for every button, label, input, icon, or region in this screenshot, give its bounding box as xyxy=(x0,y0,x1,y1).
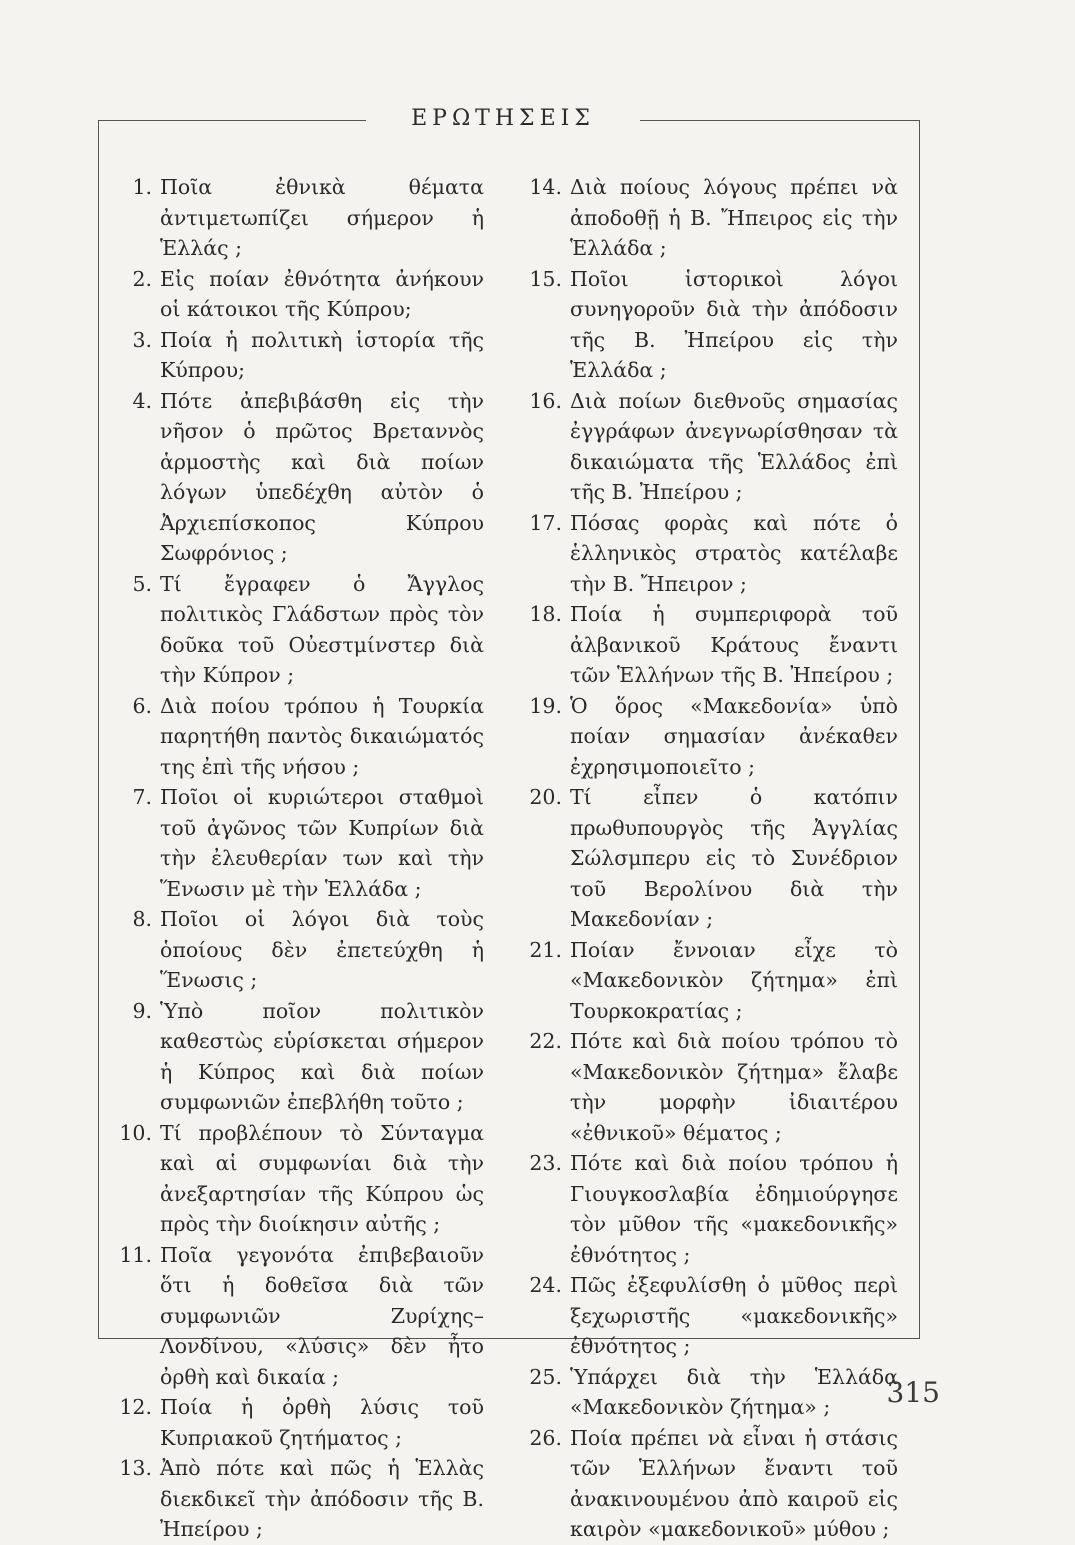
question-item xyxy=(112,782,484,904)
question-item xyxy=(518,1270,898,1362)
question-number: 7. xyxy=(132,785,152,809)
question-item xyxy=(518,264,898,386)
question-text: Εἰς ποίαν ἐθνότητα ἀνήκουν οἱ κάτοικοι τῆς Κύπρου; xyxy=(160,266,484,321)
question-item xyxy=(112,1392,484,1453)
question-number: 19. xyxy=(529,693,562,718)
question-item xyxy=(112,691,484,783)
question-item xyxy=(518,508,898,600)
question-text: Ἀπὸ πότε καὶ πῶς ἡ Ἑλλὰς διεκδικεῖ τὴν ἀπόδοσιν τῆς Β. Ἠπείρου ; xyxy=(160,1456,484,1541)
question-item xyxy=(518,935,898,1027)
question-number: 8. xyxy=(132,907,152,931)
question-number: 1. xyxy=(132,175,152,199)
question-number: 23. xyxy=(529,1151,562,1175)
question-number: 22. xyxy=(529,1029,562,1053)
question-item xyxy=(112,264,484,325)
question-item xyxy=(518,599,898,691)
question-number: 26. xyxy=(529,1425,562,1450)
question-text: Ποῖα γεγονότα ἐπιβεβαιοῦν ὅτι ἡ δοθεῖσα διὰ τῶν συμφωνιῶν Ζυρίχης–Λονδίνου, «λύσις» δὲν ἦτο ὀρθὴ καὶ δικαία ; xyxy=(160,1242,484,1389)
question-number: 24. xyxy=(529,1273,562,1297)
left-question-column xyxy=(112,172,484,1545)
question-text: Ποίαν ἔννοιαν εἶχε τὸ «Μακεδονικὸν ζήτημα» ἐπὶ Τουρκοκρατίας ; xyxy=(570,937,898,1023)
question-item xyxy=(518,1026,898,1148)
question-text: Τί ἔγραφεν ὁ Ἄγγλος πολιτικὸς Γλάδστων πρὸς τὸν δοῦκα τοῦ Οὐεστμίνστερ διὰ τὴν Κύπρον ; xyxy=(160,571,484,687)
question-text: Τί εἶπεν ὁ κατόπιν πρωθυπουργὸς τῆς Ἀγγλίας Σώλσμπερυ εἰς τὸ Συνέδριον τοῦ Βερολίνου διὰ τὴν Μακεδονίαν ; xyxy=(570,785,898,931)
page-heading: ΕΡΩΤΗΣΕΙΣ xyxy=(411,106,595,131)
question-text: Ὑπὸ ποῖον πολιτικὸν καθεστὼς εὑρίσκεται σήμερον ἡ Κύπρος καὶ διὰ ποίων συμφωνιῶν ἐπεβλήθη τοῦτο ; xyxy=(160,998,484,1114)
question-text: Πότε ἀπεβιβάσθη εἰς τὴν νῆσον ὁ πρῶτος Βρεταννὸς ἁρμοστὴς καὶ διὰ ποίων λόγων ὑπεδέχθη αὐτὸν ὁ Ἀρχιεπίσκοπος Κύπρου Σωφρόνιος ; xyxy=(160,388,484,565)
question-number: 13. xyxy=(119,1456,152,1480)
question-text: Ποῖα ἐθνικὰ θέματα ἀντιμετωπίζει σήμερον ἡ Ἑλλάς ; xyxy=(160,175,484,260)
question-text: Ποία ἡ ὀρθὴ λύσις τοῦ Κυπριακοῦ ζητήματος ; xyxy=(160,1395,484,1450)
right-question-column xyxy=(518,172,898,1545)
question-item xyxy=(112,1118,484,1240)
question-item xyxy=(518,172,898,264)
question-text: Διὰ ποίους λόγους πρέπει νὰ ἀποδοθῇ ἡ Β. Ἤπειρος εἰς τὴν Ἑλλάδα ; xyxy=(570,175,898,260)
question-item xyxy=(112,325,484,386)
question-number: 12. xyxy=(119,1395,152,1419)
question-number: 14. xyxy=(529,175,562,199)
question-item xyxy=(112,1453,484,1545)
question-item xyxy=(112,172,484,264)
question-text: Ὑπάρχει διὰ τὴν Ἑλλάδα «Μακεδονικὸν ζήτημα» ; xyxy=(570,1364,898,1419)
question-text: Ποία πρέπει νὰ εἶναι ἡ στάσις τῶν Ἑλλήνων ἔναντι τοῦ ἀνακινουμένου ἀπὸ καιροῦ εἰς καιρὸν «μακεδονικοῦ» μύθου ; xyxy=(570,1425,898,1541)
question-item xyxy=(112,996,484,1118)
question-text: Διὰ ποίων διεθνοῦς σημασίας ἐγγράφων ἀνεγνωρίσθησαν τὰ δικαιώματα τῆς Ἑλλάδος ἐπὶ τῆς Β. Ἠπείρου ; xyxy=(570,388,898,504)
question-number: 5. xyxy=(132,571,152,596)
question-number: 18. xyxy=(529,602,562,626)
page-number: 315 xyxy=(886,1376,940,1409)
question-number: 3. xyxy=(132,327,152,352)
question-item xyxy=(112,904,484,996)
question-item xyxy=(518,1362,898,1423)
question-text: Ποῖοι οἱ κυριώτεροι σταθμοὶ τοῦ ἀγῶνος τῶν Κυπρίων διὰ τὴν ἐλευθερίαν των καὶ τὴν Ἕνωσιν μὲ τὴν Ἑλλάδα ; xyxy=(160,785,484,901)
question-text: Πῶς ἐξεφυλίσθη ὁ μῦθος περὶ ξεχωριστῆς «μακεδονικῆς» ἐθνότητος ; xyxy=(570,1273,898,1358)
question-number: 4. xyxy=(132,388,152,413)
question-text: Τί προβλέπουν τὸ Σύνταγμα καὶ αἱ συμφωνίαι διὰ τὴν ἀνεξαρτησίαν τῆς Κύπρου ὡς πρὸς τὴν διοίκησιν αὐτῆς ; xyxy=(160,1120,484,1236)
question-text: Ποῖοι ἱστορικοὶ λόγοι συνηγοροῦν διὰ τὴν ἀπόδοσιν τῆς Β. Ἠπείρου εἰς τὴν Ἑλλάδα ; xyxy=(570,266,898,382)
question-text: Πόσας φορὰς καὶ πότε ὁ ἑλληνικὸς στρατὸς κατέλαβε τὴν Β. Ἤπειρον ; xyxy=(570,510,898,596)
question-item xyxy=(112,569,484,691)
question-number: 21. xyxy=(529,937,562,962)
question-text: Πότε καὶ διὰ ποίου τρόπου ἡ Γιουγκοσλαβία ἐδημιούργησε τὸν μῦθον τῆς «μακεδονικῆς» ἐθνότητος ; xyxy=(570,1151,898,1267)
question-text: Ὁ ὅρος «Μακεδονία» ὑπὸ ποίαν σημασίαν ἀνέκαθεν ἐχρησιμοποιεῖτο ; xyxy=(570,693,898,779)
question-item xyxy=(518,1423,898,1545)
question-text: Ποία ἡ πολιτικὴ ἱστορία τῆς Κύπρου; xyxy=(160,327,484,382)
question-number: 2. xyxy=(132,266,152,291)
question-number: 16. xyxy=(529,388,562,413)
question-text: Ποία ἡ συμπεριφορὰ τοῦ ἀλβανικοῦ Κράτους ἔναντι τῶν Ἑλλήνων τῆς Β. Ἠπείρου ; xyxy=(570,602,898,687)
question-text: Πότε καὶ διὰ ποίου τρόπου τὸ «Μακεδονικὸν ζήτημα» ἔλαβε τὴν μορφὴν ἰδιαιτέρου «ἐθνικοῦ» θέματος ; xyxy=(570,1029,898,1145)
question-number: 20. xyxy=(529,785,562,809)
question-number: 25. xyxy=(529,1364,562,1389)
question-number: 11. xyxy=(119,1242,152,1267)
question-item xyxy=(112,1240,484,1393)
question-number: 9. xyxy=(132,998,152,1023)
question-number: 6. xyxy=(132,693,152,718)
question-item xyxy=(518,386,898,508)
question-number: 17. xyxy=(529,510,562,535)
question-item xyxy=(112,386,484,569)
question-number: 10. xyxy=(119,1120,152,1145)
question-item xyxy=(518,782,898,935)
question-number: 15. xyxy=(529,266,562,291)
question-item xyxy=(518,1148,898,1270)
question-text: Ποῖοι οἱ λόγοι διὰ τοὺς ὁποίους δὲν ἐπετεύχθη ἡ Ἕνωσις ; xyxy=(160,907,484,992)
question-text: Διὰ ποίου τρόπου ἡ Τουρκία παρητήθη παντὸς δικαιώματός της ἐπὶ τῆς νήσου ; xyxy=(160,693,484,779)
question-item xyxy=(518,691,898,783)
